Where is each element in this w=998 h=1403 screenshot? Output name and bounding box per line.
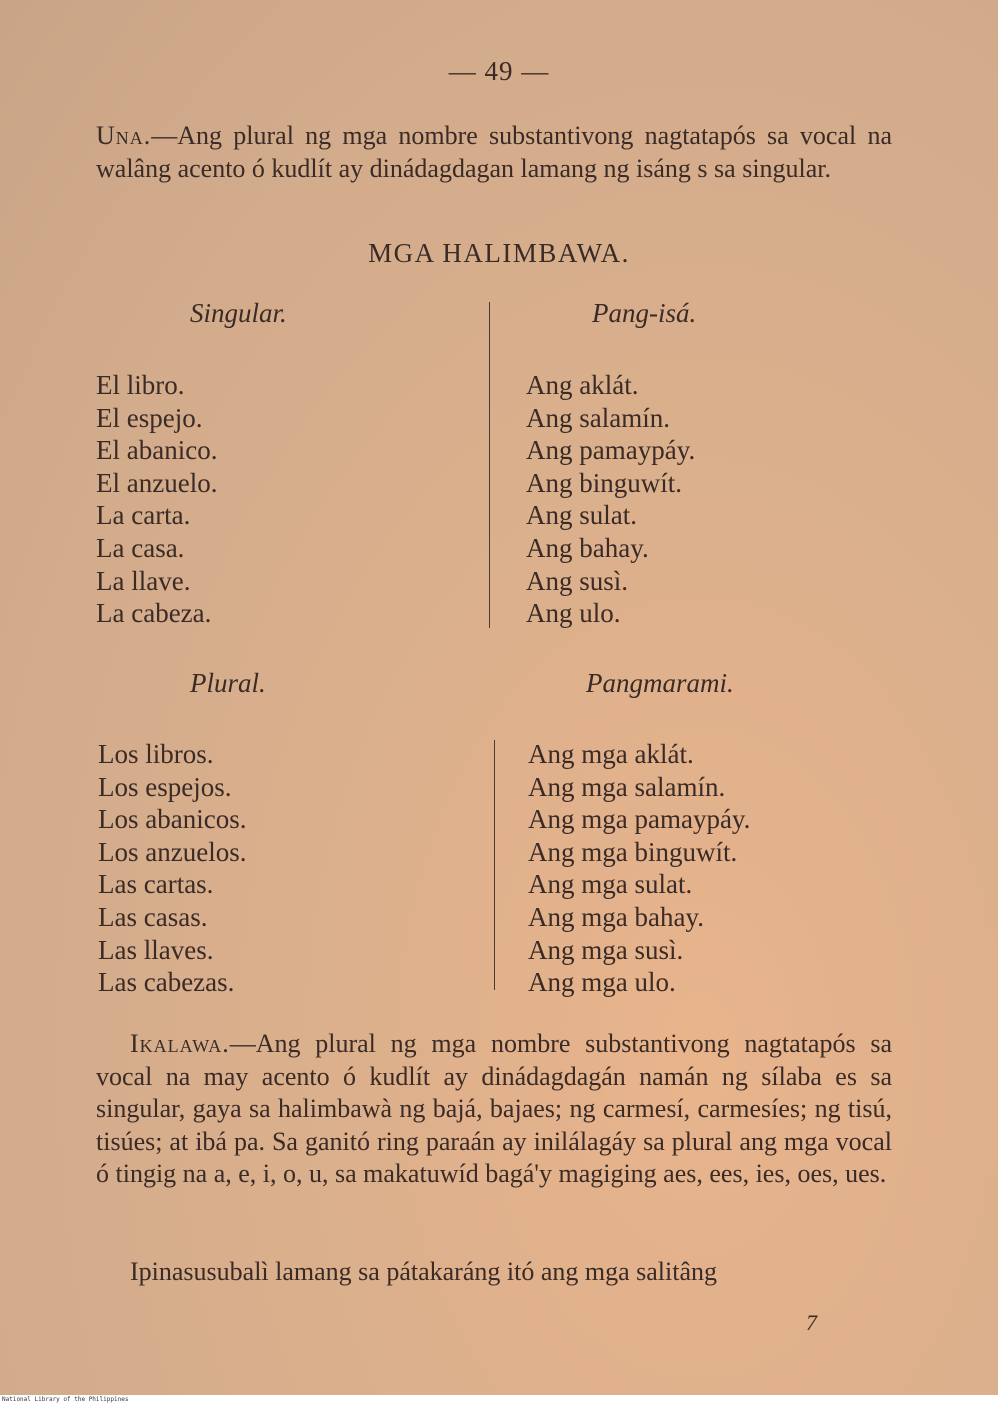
rule-ikalawa-paragraph (96, 1028, 892, 1191)
list-item: El anzuelo. (96, 467, 218, 498)
examples-heading: MGA HALIMBAWA. (368, 238, 630, 268)
list-item: Ang mga salamín. (528, 771, 726, 802)
singular-tagalog-list (526, 369, 695, 630)
list-item: Los espejos. (98, 771, 232, 802)
list-item: Las cartas. (98, 869, 214, 900)
list-item: Ang mga ulo. (528, 967, 676, 998)
list-item: Ang mga aklát. (528, 739, 694, 769)
list-item: Los libros. (98, 739, 214, 769)
column-divider-plural (494, 740, 495, 990)
rule-una-paragraph (96, 120, 892, 185)
list-item: Ang binguwít. (526, 467, 683, 498)
page-number: — 49 — (448, 56, 550, 86)
pangmarami-header: Pangmarami. (586, 668, 734, 698)
scan-credit: National Library of the Philippines (2, 1396, 129, 1403)
continuation-paragraph: Ipinasusubalì lamang sa pátakaráng itó ang mga salitâng (130, 1257, 717, 1286)
list-item: Ang ulo. (526, 598, 621, 629)
column-divider-singular (489, 302, 490, 628)
rule-una-text: —Ang plural ng mga nombre substantivong nagtatapós sa vocal na walâng acento ó kudlít ay dinádagdagan lamang ng isáng s sa singular. (96, 121, 892, 183)
list-item: La llave. (96, 565, 191, 596)
list-item: Ang aklát. (526, 370, 639, 400)
list-item: El abanico. (96, 435, 218, 466)
plural-spanish-list (98, 738, 246, 999)
rule-ikalawa-lead: Ikalawa. (130, 1029, 230, 1058)
list-item: Ang susì. (526, 565, 629, 596)
list-item: La carta. (96, 500, 191, 531)
list-item: Las cabezas. (98, 967, 235, 998)
list-item: Las casas. (98, 901, 208, 932)
plural-tagalog-list (528, 738, 750, 999)
list-item: Ang mga sulat. (528, 869, 693, 900)
singular-spanish-list (96, 369, 217, 630)
list-item: Ang mga bahay. (528, 901, 704, 932)
list-item: Las llaves. (98, 934, 214, 965)
list-item: Los abanicos. (98, 804, 247, 835)
list-item: Ang mga binguwít. (528, 836, 738, 867)
list-item: Ang bahay. (526, 532, 649, 563)
list-item: Ang mga susì. (528, 934, 684, 965)
list-item: Ang sulat. (526, 500, 637, 531)
list-item: El espejo. (96, 402, 203, 433)
list-item: Ang salamín. (526, 402, 670, 433)
list-item: Ang pamaypáy. (526, 435, 696, 466)
pang-isa-header: Pang-isá. (592, 298, 697, 328)
rule-una-lead: Una. (96, 121, 152, 150)
list-item: La cabeza. (96, 598, 212, 629)
signature-mark: 7 (806, 1310, 817, 1335)
list-item: El libro. (96, 370, 185, 400)
rule-ikalawa-text: —Ang plural ng mga nombre substantivong nagtatapós sa vocal na may acento ó kudlít ay dinádagdagán namán ng sílaba es sa singular, gaya sa halimbawà ng bajá, bajaes; ng carmesí, carmesíes; ng tisú, tisúes; at ibá pa. Sa ganitó ring paraán ay inilálagáy sa plural ang mga vocal ó tingig na a, e, i, o, u, sa makatuwíd bagá'y magiging aes, ees, ies, oes, ues. (96, 1029, 892, 1188)
scan-footer-strip (0, 1395, 998, 1403)
list-item: Ang mga pamaypáy. (528, 804, 751, 835)
list-item: Los anzuelos. (98, 836, 247, 867)
list-item: La casa. (96, 532, 185, 563)
plural-header: Plural. (190, 668, 266, 698)
singular-header: Singular. (190, 298, 287, 328)
